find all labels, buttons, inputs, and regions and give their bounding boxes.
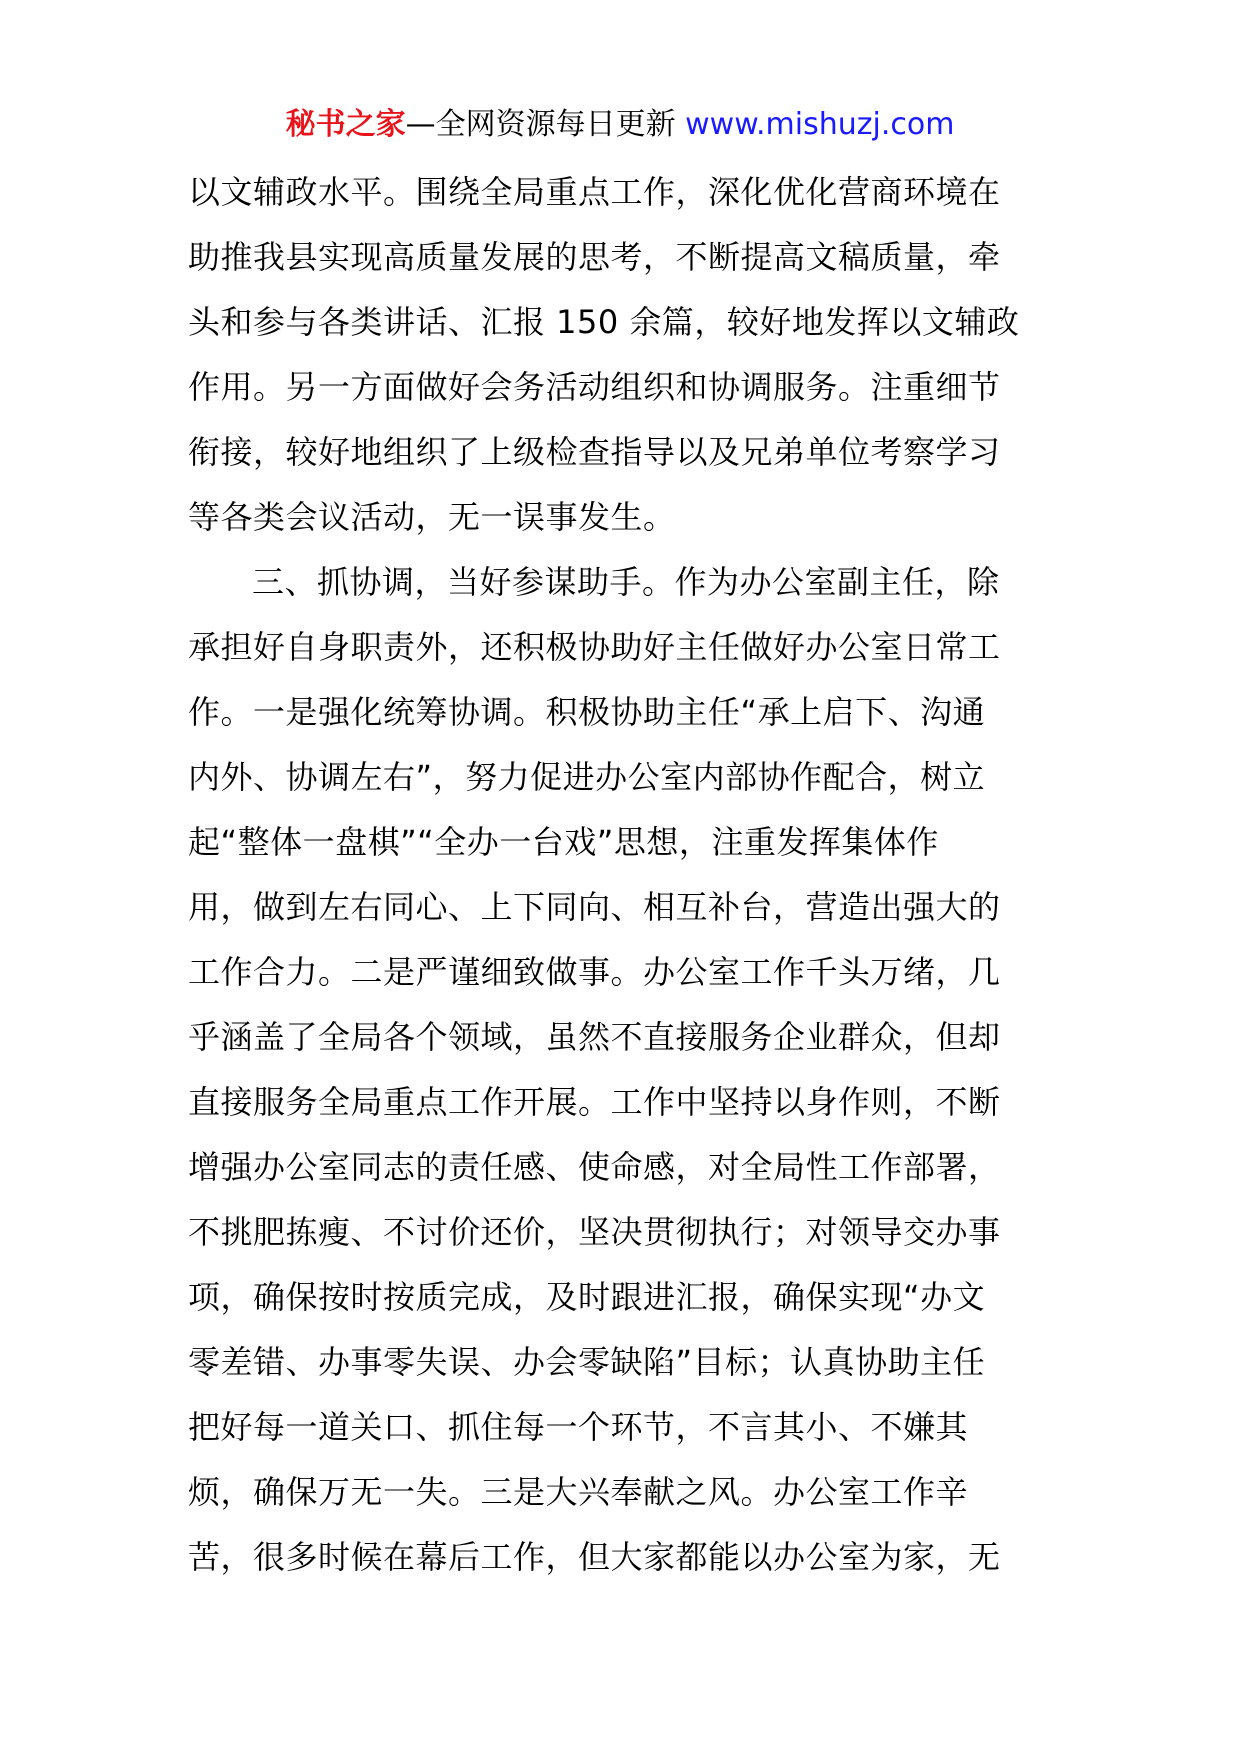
text-line: 承担好自身职责外，还积极协助好主任做好办公室日常工 <box>188 628 1001 666</box>
brand-name: 秘书之家 <box>285 107 406 142</box>
document-body <box>188 160 1058 1590</box>
text-line: 直接服务全局重点工作开展。工作中坚持以身作则，不断 <box>188 1083 1001 1121</box>
text-line: 内外、协调左右”，努力促进办公室内部协作配合，树立 <box>188 758 986 796</box>
text-line: 以文辅政水平。围绕全局重点工作，深化优化营商环境在 <box>188 173 1001 211</box>
text-line: 等各类会议活动，无一误事发生。 <box>188 498 676 536</box>
text-line: 头和参与各类讲话、汇报 150 余篇，较好地发挥以文辅政 <box>188 303 1020 341</box>
header-tagline: —全网资源每日更新 <box>405 107 676 142</box>
text-line: 增强办公室同志的责任感、使命感，对全局性工作部署， <box>188 1148 1001 1186</box>
text-line: 苦，很多时候在幕后工作，但大家都能以办公室为家，无 <box>188 1538 1001 1576</box>
text-line: 烦，确保万无一失。三是大兴奉献之风。办公室工作辛 <box>188 1473 969 1511</box>
text-line: 作。一是强化统筹协调。积极协助主任“承上启下、沟通 <box>188 693 986 731</box>
text-line: 把好每一道关口、抓住每一个环节，不言其小、不嫌其 <box>188 1408 969 1446</box>
text-line: 项，确保按时按质完成，及时跟进汇报，确保实现“办文 <box>188 1278 986 1316</box>
website-link[interactable]: www.mishuzj.com <box>685 107 955 142</box>
text-line: 不挑肥拣瘦、不讨价还价，坚决贯彻执行；对领导交办事 <box>188 1213 1001 1251</box>
text-line: 衔接，较好地组织了上级检查指导以及兄弟单位考察学习 <box>188 433 1001 471</box>
text-line: 乎涵盖了全局各个领域，虽然不直接服务企业群众，但却 <box>188 1018 1001 1056</box>
text-line: 零差错、办事零失误、办会零缺陷”目标；认真协助主任 <box>188 1343 986 1381</box>
text-line: 作用。另一方面做好会务活动组织和协调服务。注重细节 <box>188 368 1001 406</box>
section-heading-line: 三、抓协调，当好参谋助手。作为办公室副主任，除 <box>252 563 1000 601</box>
text-line: 工作合力。二是严谨细致做事。办公室工作千头万绪，几 <box>188 953 1001 991</box>
text-line: 用，做到左右同心、上下同向、相互补台，营造出强大的 <box>188 888 1001 926</box>
text-line: 起“整体一盘棋”“全办一台戏”思想，注重发挥集体作 <box>188 823 939 861</box>
text-line: 助推我县实现高质量发展的思考，不断提高文稿质量，牵 <box>188 238 1001 276</box>
page-header <box>0 100 1240 150</box>
